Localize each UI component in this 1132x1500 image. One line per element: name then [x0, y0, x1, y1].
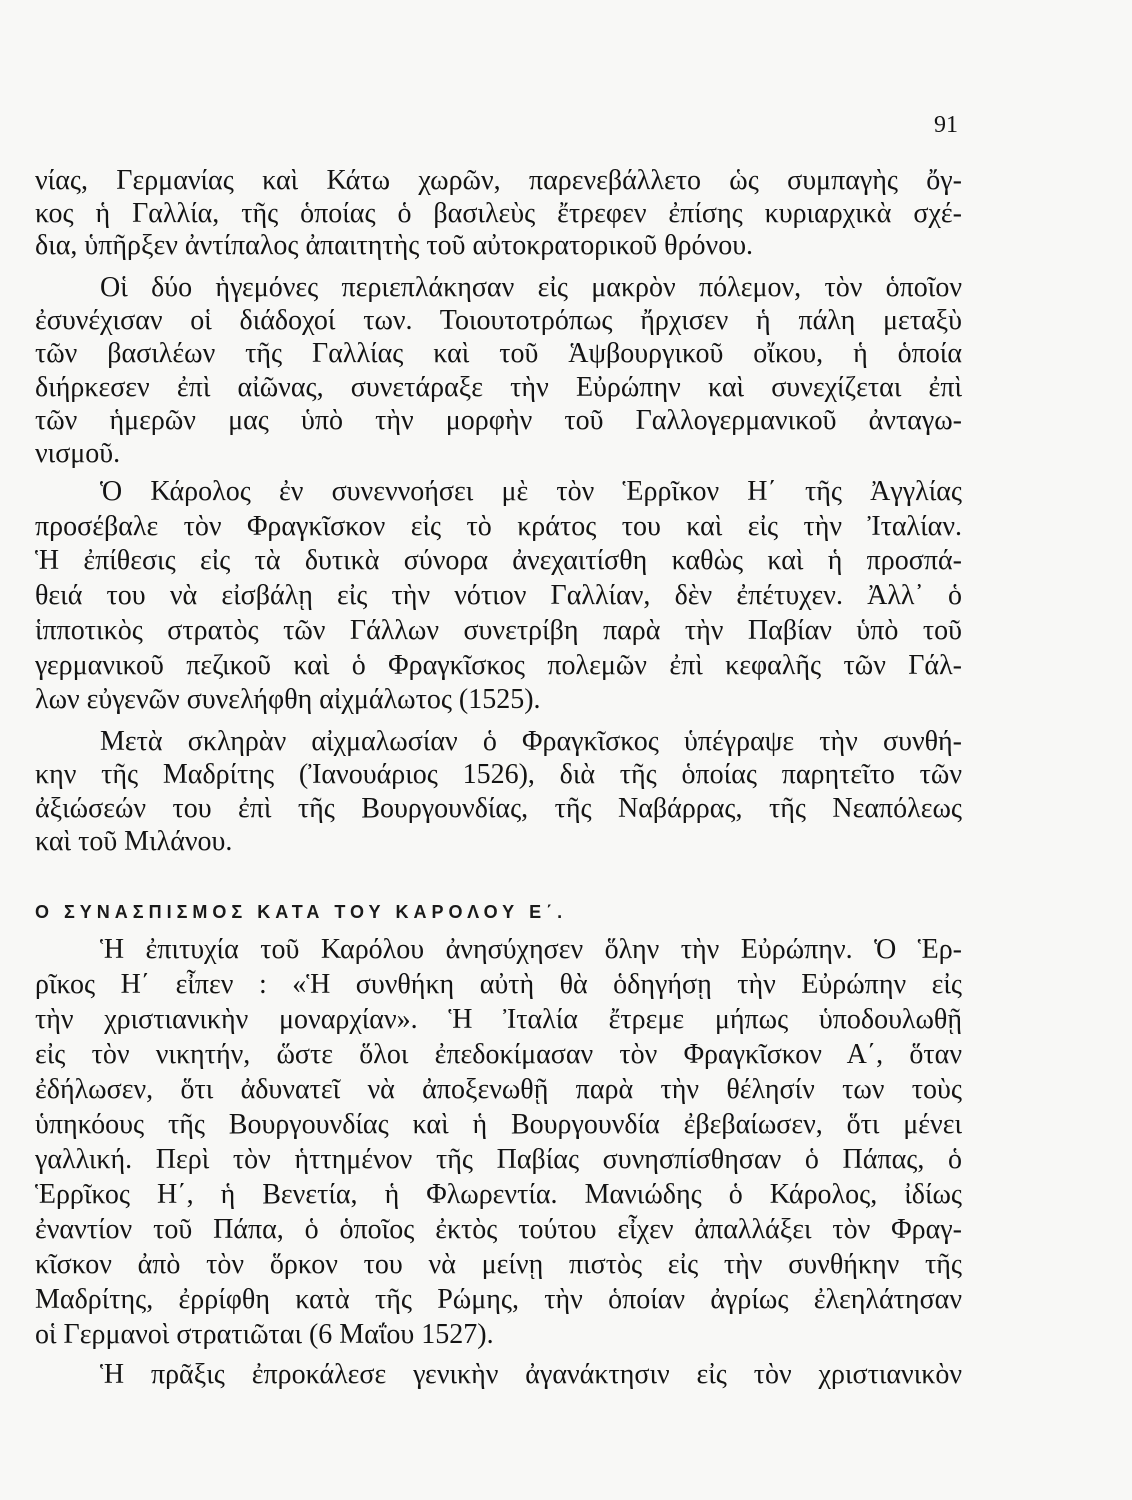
- text-line: δια, ὑπῆρξεν ἀντίπαλος ἀπαιτητὴς τοῦ αὐτοκρατορικοῦ θρόνου.: [35, 230, 754, 261]
- text-line: τῶν βασιλέων τῆς Γαλλίας καὶ τοῦ Ἁψβουργικοῦ οἴκου, ἡ ὁποία: [35, 338, 962, 370]
- paragraph: [35, 165, 962, 263]
- paragraph: [35, 932, 962, 1352]
- text-line: θειά του νὰ εἰσβάλῃ εἰς τὴν νότιον Γαλλίαν, δὲν ἐπέτυχεν. Ἀλλ᾿ ὁ: [35, 580, 962, 612]
- text-line: ρῖκος Η΄ εἶπεν : «Ἡ συνθήκη αὐτὴ θὰ ὁδηγήσῃ τὴν Εὐρώπην εἰς: [35, 969, 962, 1000]
- text-line: Ἡ ἐπίθεσις εἰς τὰ δυτικὰ σύνορα ἀνεχαιτίσθη καθὼς καὶ ἡ προσπά-: [35, 545, 962, 577]
- text-line: οἱ Γερμανοὶ στρατιῶται (6 Μαΐου 1527).: [35, 1319, 494, 1350]
- text-line: ἐναντίον τοῦ Πάπα, ὁ ὁποῖος ἐκτὸς τούτου εἶχεν ἀπαλλάξει τὸν Φραγ-: [35, 1214, 962, 1245]
- text-line: Ὁ Κάρολος ἐν συνεννοήσει μὲ τὸν Ἑρρῖκον Η΄ τῆς Ἀγγλίας: [100, 476, 962, 507]
- text-line: γερμανικοῦ πεζικοῦ καὶ ὁ Φραγκῖσκος πολεμῶν ἐπὶ κεφαλῆς τῶν Γάλ-: [35, 649, 962, 681]
- text-line: ἐσυνέχισαν οἱ διάδοχοί των. Τοιουτοτρόπως ἤρχισεν ἡ πάλη μεταξὺ: [35, 305, 962, 337]
- text-line: γαλλική. Περὶ τὸν ἡττημένον τῆς Παβίας συνησπίσθησαν ὁ Πάπας, ὁ: [35, 1144, 962, 1175]
- paragraph: [35, 725, 962, 858]
- text-line: Μαδρίτης, ἐρρίφθη κατὰ τῆς Ρώμης, τὴν ὁποίαν ἀγρίως ἐλεηλάτησαν: [35, 1284, 962, 1315]
- page-number: 91: [934, 112, 958, 138]
- text-line: Μετὰ σκληρὰν αἰχμαλωσίαν ὁ Φραγκῖσκος ὑπέγραψε τὴν συνθή-: [100, 726, 962, 757]
- text-line: νισμοῦ.: [35, 438, 121, 470]
- text-line: λων εὐγενῶν συνελήφθη αἰχμάλωτος (1525).: [35, 684, 541, 716]
- text-line: κην τῆς Μαδρίτης (Ἰανουάριος 1526), διὰ τῆς ὁποίας παρητεῖτο τῶν: [35, 759, 962, 791]
- text-line: διήρκεσεν ἐπὶ αἰῶνας, συνετάραξε τὴν Εὐρώπην καὶ συνεχίζεται ἐπὶ: [35, 371, 962, 403]
- text-line: εἰς τὸν νικητήν, ὥστε ὅλοι ἐπεδοκίμασαν τὸν Φραγκῖσκον Α΄, ὅταν: [35, 1039, 962, 1070]
- paragraph: [35, 475, 962, 718]
- text-line: νίας, Γερμανίας καὶ Κάτω χωρῶν, παρενεβάλλετο ὡς συμπαγὴς ὄγ-: [35, 165, 962, 196]
- text-line: ὑπηκόους τῆς Βουργουνδίας καὶ ἡ Βουργουνδία ἐβεβαίωσεν, ὅτι μένει: [35, 1109, 962, 1140]
- text-line: Ἡ ἐπιτυχία τοῦ Καρόλου ἀνησύχησεν ὅλην τὴν Εὐρώπην. Ὁ Ἑρ-: [100, 934, 962, 965]
- text-line: τὴν χριστιανικὴν μοναρχίαν». Ἡ Ἰταλία ἔτρεμε μήπως ὑποδουλωθῇ: [35, 1004, 962, 1035]
- text-line: κος ἡ Γαλλία, τῆς ὁποίας ὁ βασιλεὺς ἔτρεφεν ἐπίσης κυριαρχικὰ σχέ-: [35, 197, 962, 229]
- text-line: Οἱ δύο ἡγεμόνες περιεπλάκησαν εἰς μακρὸν πόλεμον, τὸν ὁποῖον: [100, 272, 962, 303]
- paragraph: [35, 1358, 962, 1392]
- text-line: καὶ τοῦ Μιλάνου.: [35, 825, 233, 857]
- text-line: ἀξιώσεών του ἐπὶ τῆς Βουργουνδίας, τῆς Ναβάρρας, τῆς Νεαπόλεως: [35, 792, 962, 824]
- text-line: προσέβαλε τὸν Φραγκῖσκον εἰς τὸ κράτος του καὶ εἰς τὴν Ἰταλίαν.: [35, 510, 962, 542]
- section-heading: Ο ΣΥΝΑΣΠΙΣΜΟΣ ΚΑΤΑ ΤΟΥ ΚΑΡΟΛΟΥ Ε΄.: [35, 902, 568, 922]
- text-line: Ἡ πρᾶξις ἐπροκάλεσε γενικὴν ἀγανάκτησιν εἰς τὸν χριστιανικὸν: [100, 1359, 962, 1390]
- text-line: ἱπποτικὸς στρατὸς τῶν Γάλλων συνετρίβη παρὰ τὴν Παβίαν ὑπὸ τοῦ: [35, 614, 962, 646]
- paragraph: [35, 271, 962, 470]
- text-line: Ἑρρῖκος Η΄, ἡ Βενετία, ἡ Φλωρεντία. Μανιώδης ὁ Κάρολος, ἰδίως: [35, 1179, 962, 1210]
- text-line: κῖσκον ἀπὸ τὸν ὅρκον του νὰ μείνῃ πιστὸς εἰς τὴν συνθήκην τῆς: [35, 1249, 962, 1280]
- text-line: τῶν ἡμερῶν μας ὑπὸ τὴν μορφὴν τοῦ Γαλλογερμανικοῦ ἀνταγω-: [35, 404, 962, 436]
- text-line: ἐδήλωσεν, ὅτι ἀδυνατεῖ νὰ ἀποξενωθῇ παρὰ τὴν θέλησίν των τοὺς: [35, 1074, 962, 1105]
